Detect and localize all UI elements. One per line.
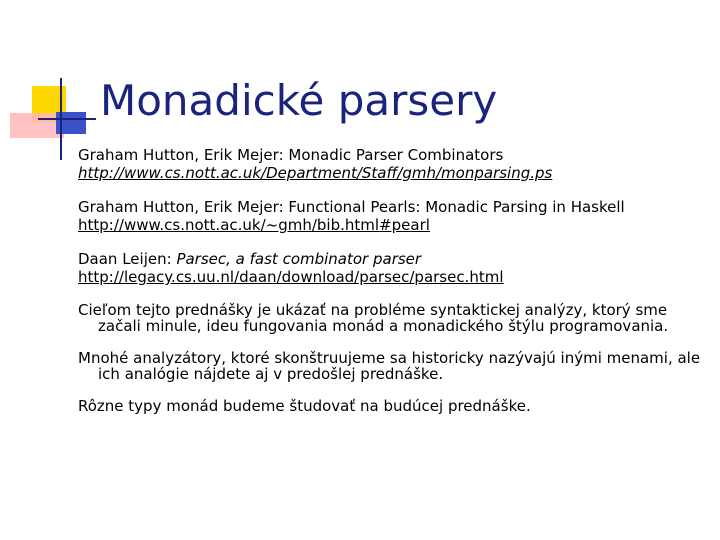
paragraph-goal: Cieľom tejto prednášky je ukázať na probléme syntaktickej analýzy, ktorý sme začali minule, ideu fungovania monád a monadického štýlu programovania. — [78, 301, 669, 335]
slide-title: Monadické parsery — [100, 76, 498, 125]
reference-work: Functional Pearls: Monadic Parsing in Haskell — [288, 198, 625, 216]
reference-url-line — [78, 268, 708, 286]
reference-citation — [78, 146, 708, 164]
reference-work: Parsec, a fast combinator parser — [176, 250, 422, 268]
paragraph-monads: Rôzne typy monád budeme študovať na budúcej prednáške. — [78, 397, 531, 415]
reference-citation — [78, 198, 708, 216]
paragraph-analyzers: Mnohé analyzátory, ktoré skonštruujeme sa historicky nazývajú inými menami, ale ich analógie nájdete aj v predošlej prednáške. — [78, 349, 701, 383]
reference-url-line — [78, 164, 708, 182]
slide-content — [78, 146, 708, 414]
reference-link[interactable]: http://legacy.cs.uu.nl/daan/download/parsec/parsec.html — [78, 268, 504, 286]
reference-link[interactable]: http://www.cs.nott.ac.uk/Department/Staff/gmh/monparsing.ps — [78, 164, 553, 182]
reference-url-line — [78, 216, 708, 234]
reference-authors: Graham Hutton, Erik Mejer: — [78, 198, 289, 216]
reference-authors: Graham Hutton, Erik Mejer: — [78, 146, 289, 164]
reference-citation — [78, 250, 708, 268]
reference-link[interactable]: http://www.cs.nott.ac.uk/~gmh/bib.html#pearl — [78, 216, 430, 234]
reference-authors: Daan Leijen: — [78, 250, 177, 268]
decor-horizontal-line — [38, 118, 96, 120]
reference-work: Monadic Parser Combinators — [288, 146, 504, 164]
